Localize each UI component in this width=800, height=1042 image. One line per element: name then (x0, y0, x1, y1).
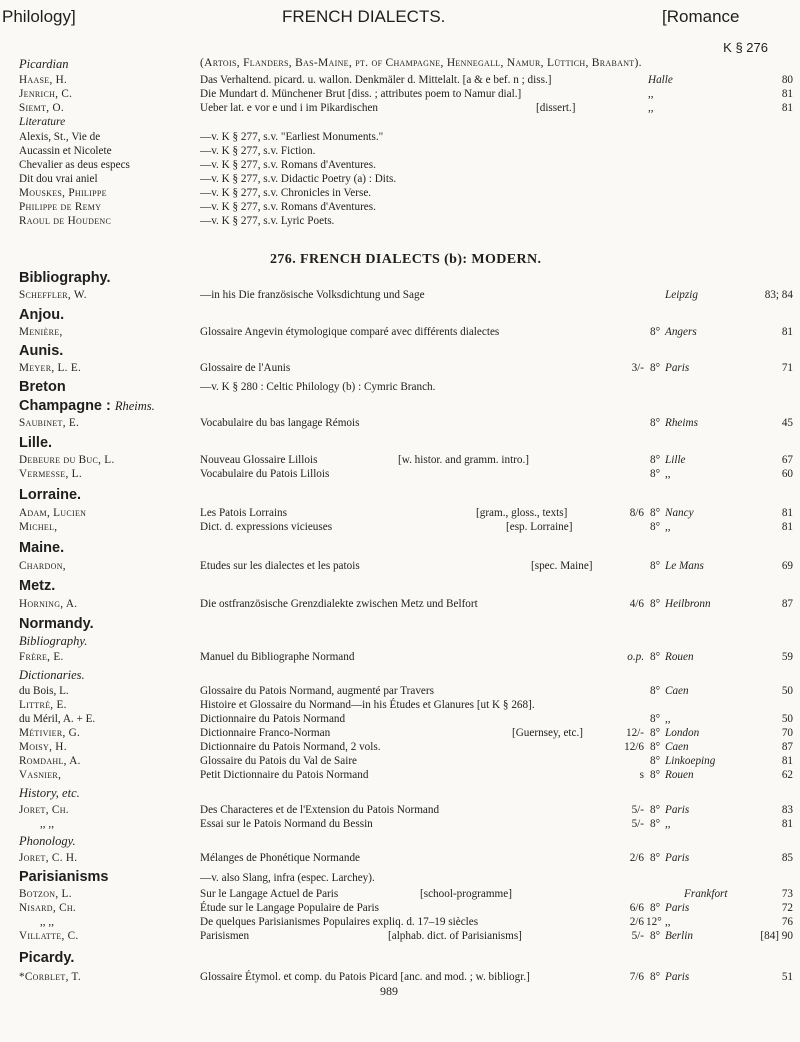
entry-title: Étude sur le Langage Populaire de Paris (200, 902, 379, 914)
entry-row (0, 915, 800, 929)
entry-title: Vocabulaire du Patois Lillois (200, 468, 330, 480)
header-right: [Romance (662, 7, 740, 26)
entry-note: [w. histor. and gramm. intro.] (398, 454, 530, 466)
literature-ref: —v. K § 277, s.v. Romans d'Aventures. (200, 201, 376, 213)
entry-author: Menière, (19, 326, 63, 338)
entry-row (0, 101, 800, 115)
entry-title: Vocabulaire du bas langage Rémois (200, 417, 360, 429)
literature-title: Dit dou vrai aniel (19, 173, 98, 185)
entry-author: Debeure du Buc, L. (19, 454, 115, 466)
entry-price: 5/- (631, 804, 644, 816)
entry-column: 62 (781, 769, 793, 781)
entry-place: ,, (665, 713, 671, 725)
section-lorraine: Lorraine. (19, 487, 82, 503)
entry-place: ,, (665, 521, 671, 533)
entry-column: 81 (781, 102, 793, 114)
entry-row (0, 754, 800, 768)
section-breton: Breton (19, 379, 66, 395)
champagne-sublabel: Rheims. (114, 399, 155, 413)
entry-column: 81 (781, 326, 793, 338)
entry-format: 8° (650, 521, 661, 533)
entry-row (0, 817, 800, 831)
entry-row (0, 851, 800, 865)
entry-author: Michel, (19, 521, 58, 533)
literature-title: Aucassin et Nicolete (19, 145, 112, 157)
literature-title: Raoul de Houdenc (19, 215, 112, 227)
entry-author: Moisy, H. (19, 741, 67, 753)
entry-author: Botzon, L. (19, 888, 72, 900)
entry-title: De quelques Parisianismes Populaires expliq. d. 17–19 siècles (200, 916, 479, 928)
entry-author: Métivier, G. (19, 727, 81, 739)
entry-format: 12° (646, 916, 662, 928)
entry-place: Paris (665, 362, 690, 374)
entry-price: 12/6 (624, 741, 644, 753)
entry-title: Dict. d. expressions vicieuses (200, 521, 333, 533)
section-aunis: Aunis. (19, 343, 64, 359)
section-normandy: Normandy. (19, 616, 94, 632)
entry-format: 8° (650, 755, 661, 767)
entry-author: Siemt, O. (19, 102, 64, 114)
entry-title: Ueber lat. e vor e und i im Pikardischen (200, 102, 379, 114)
entry-column: 76 (781, 916, 793, 928)
entry-column: 50 (781, 713, 793, 725)
entry-row (0, 803, 800, 817)
entry-title: Glossaire Angevin étymologique comparé avec différents dialectes (200, 326, 500, 338)
entry-author: du Méril, A. + E. (19, 713, 96, 725)
parisianisms-ref: —v. also Slang, infra (espec. Larchey). (200, 872, 375, 884)
entry-title: Glossaire de l'Aunis (200, 362, 291, 374)
entry-title: Etudes sur les dialectes et les patois (200, 560, 360, 572)
entry-row (0, 453, 800, 467)
entry-row (0, 698, 800, 712)
entry-row (0, 684, 800, 698)
entry-format: 8° (650, 713, 661, 725)
entry-author: ,, ,, (40, 916, 54, 928)
entry-title: Glossaire du Patois Normand, augmenté par Travers (200, 685, 434, 697)
entry-format: 8° (650, 598, 661, 610)
entry-place: Rouen (665, 651, 694, 663)
literature-title: Philippe de Remy (19, 201, 102, 213)
entry-title: Die Mundart d. Münchener Brut [diss. ; attributes poem to Namur dial.] (200, 88, 522, 100)
entry-format: 8° (650, 468, 661, 480)
entry-note: [gram., gloss., texts] (476, 507, 568, 519)
entry-format: 8° (650, 971, 661, 983)
entry-column: 71 (781, 362, 793, 374)
entry-format: 8° (650, 417, 661, 429)
entry-note: [Guernsey, etc.] (512, 727, 584, 739)
entry-column: 51 (781, 971, 793, 983)
entry-row (0, 416, 800, 430)
entry-author: du Bois, L. (19, 685, 69, 697)
literature-row (0, 130, 800, 144)
section-champagne (19, 398, 155, 414)
literature-ref: —v. K § 277, s.v. "Earliest Monuments." (200, 131, 384, 143)
entry-format: 8° (650, 930, 661, 942)
literature-title: Mouskes, Philippe (19, 187, 107, 199)
entry-column: 80 (781, 74, 793, 86)
entry-title: Mélanges de Phonétique Normande (200, 852, 361, 864)
entry-author: Vasnier, (19, 769, 62, 781)
header-center: FRENCH DIALECTS. (282, 7, 446, 26)
entry-place: ,, (665, 818, 671, 830)
entry-column: 87 (781, 741, 793, 753)
entry-place: Paris (665, 804, 690, 816)
entry-author: Horning, A. (19, 598, 78, 610)
entry-column: 85 (781, 852, 793, 864)
entry-author: ,, ,, (40, 818, 54, 830)
entry-format: 8° (650, 741, 661, 753)
header-left: Philology] (2, 7, 76, 26)
entry-place: Halle (648, 74, 673, 86)
entry-place: Lille (665, 454, 686, 466)
entry-place: Heilbronn (665, 598, 711, 610)
entry-title: Essai sur le Patois Normand du Bessin (200, 818, 373, 830)
entry-place: Paris (665, 852, 690, 864)
literature-row (0, 200, 800, 214)
entry-author: Jenrich, C. (19, 88, 73, 100)
literature-label: Literature (19, 116, 66, 128)
entry-column: 81 (781, 521, 793, 533)
normandy-phonology-label: Phonology. (19, 834, 76, 848)
entry-row (0, 73, 800, 87)
entry-place: Frankfort (684, 888, 728, 900)
normandy-dictionaries-label: Dictionaries. (19, 668, 85, 682)
entry-price: s (639, 769, 644, 781)
entry-place: ,, (665, 916, 671, 928)
entry-format: 8° (650, 326, 661, 338)
entry-column: 67 (781, 454, 793, 466)
entry-row (0, 597, 800, 611)
champagne-label: Champagne : (19, 398, 111, 414)
entry-title: Nouveau Glossaire Lillois (200, 454, 318, 466)
entry-title: Glossaire Étymol. et comp. du Patois Picard [anc. and mod. ; w. bibliogr.] (200, 971, 530, 983)
entry-price: o.p. (627, 651, 644, 663)
entry-title: Dictionnaire du Patois Normand (200, 713, 346, 725)
entry-title: Des Characteres et de l'Extension du Patois Normand (200, 804, 440, 816)
entry-column: 83; 84 (764, 289, 793, 301)
literature-ref: —v. K § 277, s.v. Fiction. (200, 145, 316, 157)
entry-note: [spec. Maine] (531, 560, 593, 572)
entry-row (0, 970, 800, 984)
entry-price: 2/6 (629, 852, 644, 864)
entry-row (0, 887, 800, 901)
entry-format: 8° (650, 902, 661, 914)
entry-format: 8° (650, 362, 661, 374)
normandy-history-label: History, etc. (19, 786, 80, 800)
entry-column: 50 (781, 685, 793, 697)
entry-title: Das Verhaltend. picard. u. wallon. Denkmäler d. Mittelalt. [a & e bef. n ; diss.] (200, 74, 552, 86)
literature-row (0, 158, 800, 172)
running-header (0, 0, 800, 34)
entry-price: 2/6 (629, 916, 644, 928)
literature-row (0, 172, 800, 186)
entry-place: Paris (665, 902, 690, 914)
entry-format: 8° (650, 769, 661, 781)
entry-price: 5/- (631, 818, 644, 830)
entry-title: Dictionnaire Franco-Norman (200, 727, 331, 739)
entry-author: Adam, Lucien (19, 507, 87, 519)
entry-format: 8° (650, 852, 661, 864)
entry-author: Villatte, C. (19, 930, 79, 942)
entry-title: Glossaire du Patois du Val de Saire (200, 755, 358, 767)
entry-row (0, 288, 800, 302)
breton-ref: —v. K § 280 : Celtic Philology (b) : Cymric Branch. (200, 381, 436, 393)
entry-column: 69 (781, 560, 793, 572)
entry-column: 45 (781, 417, 793, 429)
entry-note: [esp. Lorraine] (506, 521, 573, 533)
literature-row (0, 214, 800, 228)
section-ref: K § 276 (723, 40, 768, 55)
entry-row (0, 361, 800, 375)
literature-title: Chevalier as deus especs (19, 159, 130, 171)
entry-place: Angers (665, 326, 697, 338)
entry-column: 81 (781, 88, 793, 100)
page-number: 989 (380, 984, 398, 998)
entry-price: 4/6 (629, 598, 644, 610)
entry-format: 8° (650, 560, 661, 572)
entry-price: 3/- (631, 362, 644, 374)
literature-ref: —v. K § 277, s.v. Lyric Poets. (200, 215, 335, 227)
entry-column: 87 (781, 598, 793, 610)
entry-column: 59 (781, 651, 793, 663)
entry-price: 8/6 (629, 507, 644, 519)
entry-title: —in his Die französische Volksdichtung und Sage (200, 289, 425, 301)
entry-price: 12/- (625, 727, 644, 739)
entry-row (0, 768, 800, 782)
entry-place: Caen (665, 741, 689, 753)
entry-title: Petit Dictionnaire du Patois Normand (200, 769, 369, 781)
entry-title: Sur le Langage Actuel de Paris (200, 888, 339, 900)
entry-row (0, 726, 800, 740)
entry-row (0, 325, 800, 339)
entry-column: 73 (781, 888, 793, 900)
entry-format: 8° (650, 507, 661, 519)
entry-author: Joret, Ch. (19, 804, 69, 816)
entry-author: Nisard, Ch. (19, 902, 77, 914)
entry-author: Littré, E. (19, 699, 67, 711)
picardian-heading: Picardian (19, 57, 69, 71)
literature-ref: —v. K § 277, s.v. Chronicles in Verse. (200, 187, 372, 199)
entry-note: [school-programme] (420, 888, 512, 900)
entry-place: ,, (648, 102, 654, 114)
entry-column: 70 (781, 727, 793, 739)
entry-format: 8° (650, 454, 661, 466)
section-lille: Lille. (19, 435, 53, 451)
entry-title: Dictionnaire du Patois Normand, 2 vols. (200, 741, 381, 753)
entry-author: Saubinet, E. (19, 417, 80, 429)
entry-row (0, 506, 800, 520)
entry-column: 72 (781, 902, 793, 914)
entry-row (0, 712, 800, 726)
entry-note: [dissert.] (536, 102, 576, 114)
entry-place: Linkoeping (665, 755, 716, 767)
entry-price: 5/- (631, 930, 644, 942)
entry-column: 81 (781, 507, 793, 519)
entry-row (0, 929, 800, 943)
literature-title: Alexis, St., Vie de (19, 131, 101, 143)
entry-column: 83 (781, 804, 793, 816)
entry-title: Les Patois Lorrains (200, 507, 287, 519)
section-picardy: Picardy. (19, 950, 75, 966)
bibliography-heading: Bibliography. (19, 270, 111, 286)
entry-author: Chardon, (19, 560, 66, 572)
entry-place: London (665, 727, 700, 739)
literature-ref: —v. K § 277, s.v. Romans d'Aventures. (200, 159, 376, 171)
normandy-bibliography-label: Bibliography. (19, 634, 88, 648)
entry-row (0, 901, 800, 915)
entry-title: Manuel du Bibliographe Normand (200, 651, 355, 663)
entry-row (0, 650, 800, 664)
entry-place: Rouen (665, 769, 694, 781)
entry-row (0, 559, 800, 573)
entry-column: 60 (781, 468, 793, 480)
section-metz: Metz. (19, 578, 56, 594)
entry-title: Die ostfranzösische Grenzdialekte zwischen Metz und Belfort (200, 598, 478, 610)
entry-format: 8° (650, 651, 661, 663)
entry-format: 8° (650, 685, 661, 697)
entry-place: Le Mans (665, 560, 704, 572)
entry-row (0, 740, 800, 754)
entry-price: 6/6 (629, 902, 644, 914)
entry-author: Meyer, L. E. (19, 362, 82, 374)
entry-title: Parisismen (200, 930, 250, 942)
entry-format: 8° (650, 804, 661, 816)
entry-author: Vermesse, L. (19, 468, 82, 480)
entry-column: 81 (781, 818, 793, 830)
entry-title: Histoire et Glossaire du Normand—in his Études et Glanures [ut K § 268]. (200, 699, 535, 711)
entry-author: Scheffler, W. (19, 289, 87, 301)
entry-format: 8° (650, 818, 661, 830)
entry-row (0, 467, 800, 481)
entry-row (0, 87, 800, 101)
entry-format: 8° (650, 727, 661, 739)
picardian-scope: (Artois, Flanders, Bas-Maine, pt. of Champagne, Hennegall, Namur, Lüttich, Brabant). (200, 57, 642, 69)
entry-author: Frère, E. (19, 651, 64, 663)
entry-author: Haase, H. (19, 74, 68, 86)
literature-row (0, 144, 800, 158)
entry-place: ,, (648, 88, 654, 100)
entry-note: [alphab. dict. of Parisianisms] (388, 930, 522, 942)
entry-row (0, 520, 800, 534)
entry-place: ,, (665, 468, 671, 480)
entry-column: [84] 90 (760, 930, 793, 942)
entry-place: Leipzig (665, 289, 698, 301)
entry-column: 81 (781, 755, 793, 767)
section-parisianisms: Parisianisms (19, 869, 109, 885)
entry-place: Rheims (665, 417, 698, 429)
entry-place: Berlin (665, 930, 693, 942)
entry-author: *Corblet, T. (19, 971, 81, 983)
section-title: 276. FRENCH DIALECTS (b): MODERN. (270, 252, 542, 267)
entry-author: Joret, C. H. (19, 852, 78, 864)
entry-place: Nancy (665, 507, 694, 519)
section-anjou: Anjou. (19, 307, 65, 323)
entry-price: 7/6 (629, 971, 644, 983)
entry-place: Caen (665, 685, 689, 697)
literature-row (0, 186, 800, 200)
literature-ref: —v. K § 277, s.v. Didactic Poetry (a) : Dits. (200, 173, 397, 185)
entry-place: Paris (665, 971, 690, 983)
section-maine: Maine. (19, 540, 65, 556)
entry-author: Romdahl, A. (19, 755, 81, 767)
